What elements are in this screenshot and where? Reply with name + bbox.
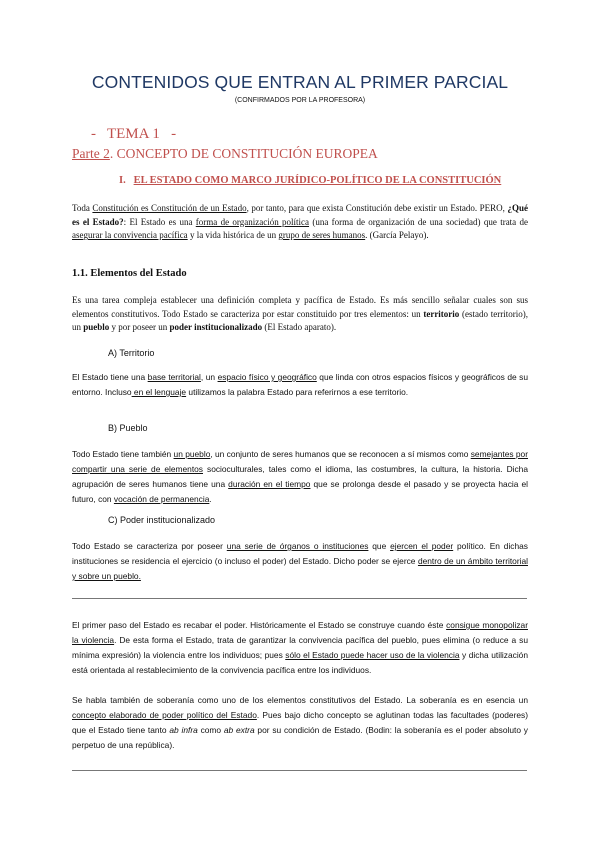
intro-paragraph: Toda Constitución es Constitución de un Estado, por tanto, para que exista Constitución debe existir un Estado. PERO, ¿Qué es el Estado?: El Estado es una forma de organización política (una forma de organización de una sociedad) que trata de asegurar la convivencia pacífica y la vida histórica de un grupo de seres humanos. (García Pelayo).: [72, 203, 528, 241]
elementos-paragraph: Es una tarea compleja establecer una definición completa y pacífica de Estado. Es más sencillo señalar cuales son sus elementos constitutivos. Todo Estado se caracteriza por estar constituido por tres elementos: un territorio (estado territorio), un pueblo y por poseer un poder institucionalizado (El Estado aparato).: [72, 295, 528, 333]
parte-label: Parte 2: [72, 146, 110, 161]
section-heading-1: [119, 175, 501, 186]
page-title: CONTENIDOS QUE ENTRAN AL PRIMER PARCIAL: [91, 72, 509, 92]
pueblo-heading: B) Pueblo: [108, 423, 148, 433]
pueblo-paragraph: Todo Estado tiene también un pueblo, un conjunto de seres humanos que se reconocen a sí mismos como semejantes por compartir una serie de elementos socioculturales, tales como el idioma, las costumbres, la cultura, la historia. Dicha agrupación de seres humanos tiene una duración en el tiempo que se prolonga desde el pasado y se proyecta hacia el futuro, con vocación de permanencia.: [72, 449, 529, 504]
territorio-paragraph: El Estado tiene una base territorial, un espacio físico y geográfico que linda con otros espacios físicos y geográficos de su entorno. Incluso en el lenguaje utilizamos la palabra Estado para referirnos a ese territorio.: [72, 372, 529, 397]
poder-monopolio-paragraph: El primer paso del Estado es recabar el poder. Históricamente el Estado se construye cuando éste consigue monopolizar la violencia. De esta forma el Estado, trata de garantizar la convivencia pacífica del pueblo, pues elimina (o reduce a su mínima expresión) la violencia entre los individuos; pues sólo el Estado puede hacer uso de la violencia y dicha utilización está orientada al restablecimiento de la convivencia pacífica entre los individuos.: [72, 620, 528, 675]
soberania-paragraph: Se habla también de soberanía como uno de los elementos constitutivos del Estado. La soberanía es en esencia un concepto elaborado de poder político del Estado. Pues bajo dicho concepto se aglutinan todas las facultades (poderes) que el Estado tiene tanto ab infra como ab extra por su condición de Estado. (Bodin: la soberanía es el poder absoluto y perpetuo de una república).: [72, 695, 528, 750]
poder-paragraph: Todo Estado se caracteriza por poseer una serie de órganos o instituciones que ejercen el poder político. En dichas instituciones se residencia el ejercicio (o incluso el poder) del Estado. Dicho poder se ejerce dentro de un ámbito territorial y sobre un pueblo.: [72, 541, 528, 581]
elementos-heading: 1.1. Elementos del Estado: [72, 268, 187, 279]
parte-title: . CONCEPTO DE CONSTITUCIÓN EUROPEA: [109, 146, 378, 161]
poder-heading: C) Poder institucionalizado: [108, 515, 216, 525]
page-subtitle: (CONFIRMADOS POR LA PROFESORA): [234, 97, 366, 104]
horizontal-rule: [72, 598, 527, 599]
horizontal-rule: [72, 770, 527, 771]
territorio-heading: A) Territorio: [108, 348, 155, 358]
section-number: I.: [119, 175, 126, 186]
tema-heading: - TEMA 1 -: [91, 126, 177, 142]
parte-heading: [72, 146, 378, 162]
section-title: EL ESTADO COMO MARCO JURÍDICO-POLÍTICO DE LA CONSTITUCIÓN: [133, 175, 502, 186]
